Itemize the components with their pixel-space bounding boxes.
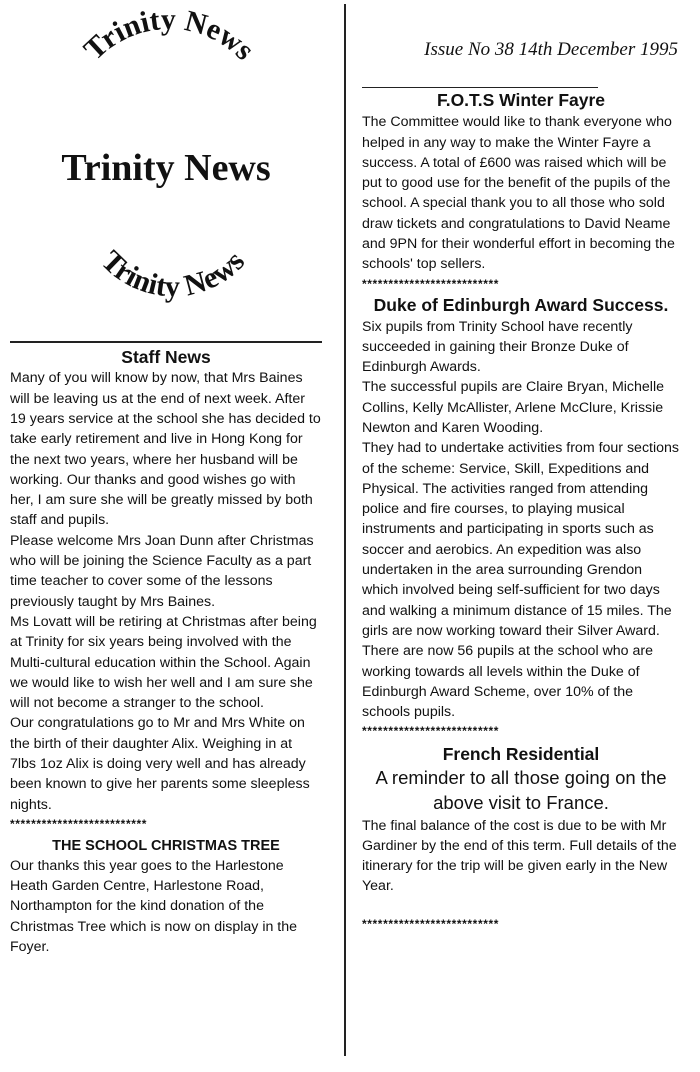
christmas-tree-text: Our thanks this year goes to the Harlestone Heath Garden Centre, Harlestone Road, Northampton for the kind donation of the Christmas Tree which is now on display in the Foyer. (10, 857, 298, 955)
staff-news-body (10, 368, 322, 815)
duke-award-body (362, 317, 680, 723)
staff-news-paragraph: Ms Lovatt will be retiring at Christmas after being at Trinity for six years being involved with the Multi-cultural education within the School. Again we would like to wish her well and I am sure she will not become a stranger to the school. (10, 613, 317, 712)
winter-fayre-heading: F.O.T.S Winter Fayre (436, 90, 606, 111)
french-residential-body (362, 816, 680, 897)
separator-stars: ************************** (362, 724, 500, 739)
christmas-tree-body (10, 856, 322, 957)
separator-stars: ************************** (362, 916, 500, 931)
right-column (362, 0, 680, 935)
french-residential-text: The final balance of the cost is due to be with Mr Gardiner by the end of this term. Full details of the itinerary for the trip will be given early in the New Year. (362, 817, 677, 895)
staff-news-paragraph: Please welcome Mrs Joan Dunn after Christmas who will be joining the Science Faculty as a part time teacher to cover some of the lessons previously taught by Mrs Baines. (10, 532, 314, 610)
french-residential-heading: French Residential (442, 744, 600, 765)
column-divider (344, 4, 346, 1056)
duke-award-paragraph: The successful pupils are Claire Bryan, Michelle Collins, Kelly McAllister, Arlene McClure, Krissie Newton and Karen Wooding. (362, 379, 665, 436)
masthead-arc-top: Trinity News (77, 2, 261, 67)
winter-fayre-body (362, 112, 680, 274)
masthead-title: Trinity News (61, 147, 271, 189)
christmas-tree-heading: THE SCHOOL CHRISTMAS TREE (52, 837, 280, 854)
winter-fayre-text: The Committee would like to thank everyone who helped in any way to make the Winter Fayre a success. A total of £600 was raised which will be put to good use for the benefit of the pupils of the school. A special thank you to all those who sold draw tickets and congratulations to David Neame and 9PN for their wonderful effort in becoming the schools' top sellers. (362, 114, 675, 273)
french-residential-reminder: A reminder to all those going on the above visit to France. (375, 767, 667, 813)
duke-award-heading: Duke of Edinburgh Award Success. (373, 294, 669, 315)
duke-award-paragraph: Six pupils from Trinity School have recently succeeded in gaining their Bronze Duke of Edinburgh Awards. (362, 318, 633, 376)
separator-stars: ************************** (10, 816, 148, 831)
masthead-arc-bottom: Trinity News (94, 244, 252, 304)
duke-award-paragraph: They had to undertake activities from four sections of the scheme: Service, Skill, Expeditions and Physical. The activities ranged from attending police and fire courses, to playing musical instruments and participating in sports such as soccer and aerobics. An expedition was also undertaken in the area surrounding Grendon which involved being self-sufficient for two days and walking a minimum distance of 15 miles. The girls are now working toward their Silver Award. There are now 56 pupils at the school who are working towards all levels within the Duke of Edinburgh Award Scheme, over 10% of the schools pupils. (362, 440, 680, 721)
staff-news-paragraph: Many of you will know by now, that Mrs Baines will be leaving us at the end of next week. After 19 years service at the school she has decided to take early retirement and live in Hong Kong for the next two years, where her husband will be working. Our thanks and good wishes go with her, I am sure she will be greatly missed by both staff and pupils. (10, 370, 321, 529)
masthead (10, 0, 322, 315)
rule-staff-news (10, 341, 322, 343)
staff-news-paragraph: Our congratulations go to Mr and Mrs White on the birth of their daughter Alix. Weighing in at 7lbs 1oz Alix is doing very well and has already been known to give her parents some sleepless nights. (10, 715, 310, 813)
rule-winter-fayre (362, 87, 598, 89)
staff-news-heading: Staff News (121, 346, 211, 367)
separator-stars: ************************** (362, 276, 500, 291)
issue-line: Issue No 38 14th December 1995 (424, 39, 678, 60)
left-column (10, 0, 322, 957)
